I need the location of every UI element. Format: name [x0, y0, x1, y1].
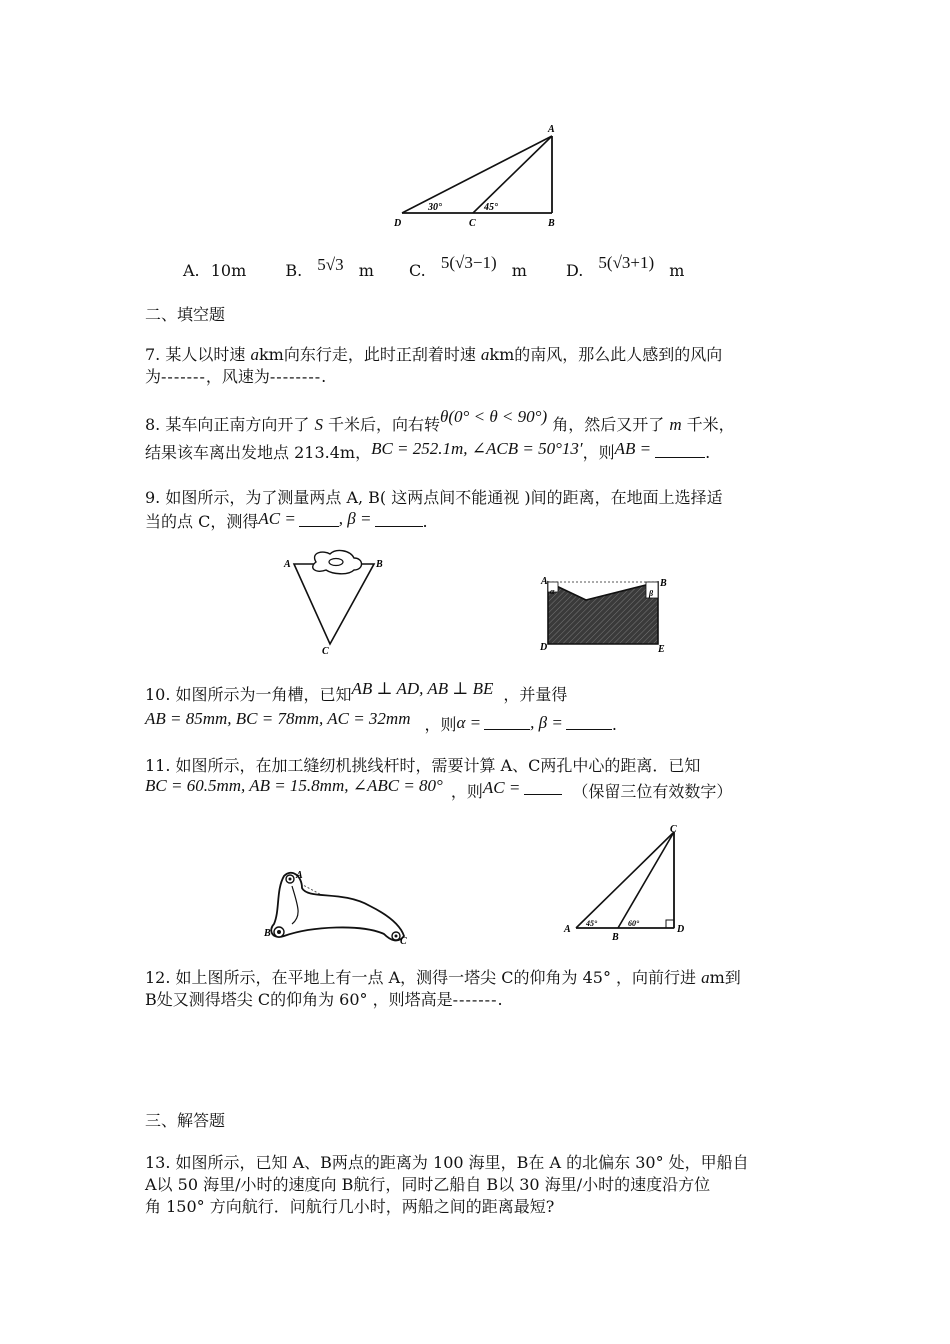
question-13-line-2: A以 50 海里/小时的速度向 B航行，同时乙船自 B以 30 海里/小时的速度沿方位 [145, 1175, 711, 1194]
fig10-alpha: α [550, 587, 555, 596]
section-title-solve: 三、解答题 [145, 1111, 226, 1130]
blank-tower-height: ------- [452, 990, 498, 1009]
fig10-label-a: A [541, 576, 548, 587]
fig11-label-b: B [264, 928, 271, 939]
question-7-line-2: 为-------，风速为--------. [145, 367, 327, 386]
blank-alpha [484, 715, 530, 730]
figure-9-triangle [280, 548, 390, 658]
blank-ab [655, 443, 705, 458]
question-11-line-2: BC = 60.5mm, AB = 15.8mm, ∠ABC = 80° ，则AC = （保留三位有效数字） [145, 776, 733, 801]
angle-30: 30° [428, 202, 442, 213]
fig10-label-c: C [584, 588, 591, 599]
theta-range: θ(0° < θ < 90°) [440, 407, 548, 426]
label-a: A [548, 124, 555, 135]
option-a-value: 10m [210, 261, 247, 280]
label-d: D [394, 218, 402, 229]
blank-wind-direction: ------- [161, 367, 206, 386]
measurements: AB = 85mm, BC = 78mm, AC = 32mm [145, 709, 411, 728]
angle-45: 45° [484, 202, 498, 213]
blank-beta-10 [566, 715, 612, 730]
fig9-label-a: A [284, 559, 291, 570]
option-c-unit: m [511, 261, 527, 280]
figure-10-angle-groove [536, 574, 676, 654]
option-d-label: D. [565, 261, 584, 280]
option-b-unit: m [358, 261, 374, 280]
question-10-line-2: AB = 85mm, BC = 78mm, AC = 32mm ，则α = , β = . [145, 709, 617, 734]
option-b-value: 5√3 [317, 255, 344, 274]
question-13-line-3: 角 150° 方向航行．问航行几小时，两船之间的距离最短? [145, 1197, 555, 1216]
fig11-label-a: A [296, 870, 303, 881]
question-9-line-1: 9. 如图所示，为了测量两点 A, B( 这两点间不能通视 )间的距离，在地面上选择适 [145, 488, 723, 507]
question-12-line-1: 12. 如上图所示，在平地上有一点 A，测得一塔尖 C的仰角为 45° ，向前行进 am到 [145, 968, 741, 987]
blank-ac-11 [524, 780, 562, 795]
fig12-angle-60: 60° [628, 919, 640, 928]
triangle-figure-top [390, 120, 570, 230]
figure-11-sewing-lever [262, 866, 412, 946]
question-10-line-1: 10. 如图所示为一角槽，已知AB ⊥ AD, AB ⊥ BE ，并量得 [145, 679, 568, 704]
question-13-line-1: 13. 如图所示，已知 A、B两点的距离为 100 海里，B在 A 的北偏东 30° 处，甲船自 [145, 1153, 749, 1172]
figure-12-tower-elevation [560, 822, 690, 942]
question-8-line-2: 结果该车离出发地点 213.4m，BC = 252.1m, ∠ACB = 50°13′，则AB = . [145, 439, 711, 462]
fig11-label-c: C [400, 936, 407, 946]
label-c: C [469, 218, 476, 229]
blank-beta [375, 512, 423, 527]
question-9-line-2: 当的点 C，测得AC = , β = . [145, 509, 428, 531]
fig10-label-b: B [660, 578, 667, 589]
fig12-label-b: B [612, 932, 619, 942]
question-7-line-1: 7. 某人以时速 akm向东行走，此时正刮着时速 akm的南风，那么此人感到的风向 [145, 345, 723, 364]
option-c-label: C. [409, 261, 426, 280]
blank-wind-speed: -------- [269, 367, 322, 386]
option-a-label: A. [183, 261, 200, 280]
label-b: B [548, 218, 555, 229]
fig10-label-d: D [540, 642, 548, 653]
fig12-label-a: A [564, 924, 571, 935]
fig12-angle-45: 45° [586, 919, 598, 928]
question-12-line-2: B处又测得塔尖 C的仰角为 60° ，则塔高是-------. [145, 990, 503, 1009]
fig9-label-b: B [376, 559, 383, 570]
question-11-line-1: 11. 如图所示，在加工缝纫机挑线杆时，需要计算 A、C两孔中心的距离．已知 [145, 756, 701, 775]
q6-options [183, 253, 743, 282]
blank-ac [299, 512, 339, 527]
option-c-value: 5(√3−1) [440, 253, 497, 272]
option-d-unit: m [669, 261, 685, 280]
fig10-label-e: E [658, 644, 665, 654]
option-d-value: 5(√3+1) [598, 253, 655, 272]
perpendicular-condition: AB ⊥ AD, AB ⊥ BE [351, 679, 494, 698]
question-8-line-1: 8. 某车向正南方向开了 S 千米后，向右转θ(0° < θ < 90°) 角，然后又开了 m 千米， [145, 407, 735, 434]
section-title-fill-in: 二、填空题 [145, 305, 226, 324]
fig12-label-d: D [677, 924, 685, 935]
fig12-label-c: C [670, 824, 677, 835]
measurements-11: BC = 60.5mm, AB = 15.8mm, ∠ABC = 80° [145, 776, 443, 795]
fig10-beta: β [649, 589, 654, 598]
option-b-label: B. [285, 261, 303, 280]
fig9-label-c: C [322, 646, 329, 657]
condition-bc-angle: BC = 252.1m, ∠ACB = 50°13′ [371, 439, 583, 458]
